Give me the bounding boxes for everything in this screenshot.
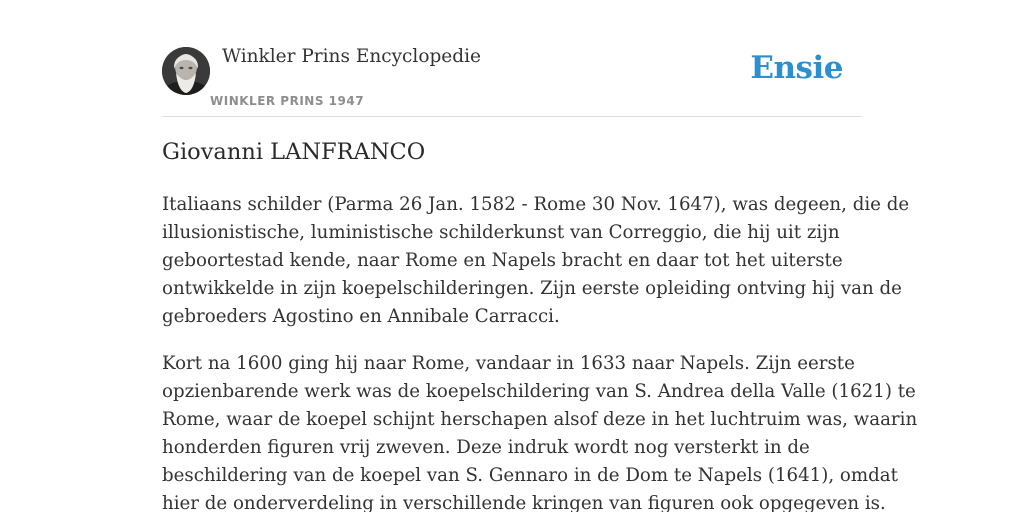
- article-body: [162, 191, 918, 512]
- source-subtitle[interactable]: WINKLER PRINS 1947: [210, 94, 365, 108]
- article-title: Giovanni LANFRANCO: [162, 139, 426, 165]
- article-paragraph: [162, 191, 910, 331]
- paragraph-line: illusionistische, luministische schilderkunst van Correggio, die hij uit zijn: [162, 222, 840, 243]
- source-title[interactable]: Winkler Prins Encyclopedie: [222, 46, 481, 67]
- portrait-icon: [162, 47, 210, 95]
- paragraph-line: Kort na 1600 ging hij naar Rome, vandaar in 1633 naar Napels. Zijn eerste: [162, 353, 855, 374]
- article-paragraph: [162, 350, 918, 512]
- paragraph-line: Rome, waar de koepel schijnt herschapen alsof deze in het luchtruim was, waarin: [162, 409, 918, 430]
- paragraph-line: opzienbarende werk was de koepelschildering van S. Andrea della Valle (1621) te: [162, 381, 916, 402]
- paragraph-line: beschildering van de koepel van S. Gennaro in de Dom te Napels (1641), omdat: [162, 465, 898, 486]
- paragraph-line: gebroeders Agostino en Annibale Carracci.: [162, 306, 560, 327]
- brand-logo[interactable]: Ensie: [750, 50, 843, 86]
- paragraph-line: Italiaans schilder (Parma 26 Jan. 1582 - Rome 30 Nov. 1647), was degeen, die de: [162, 194, 910, 215]
- paragraph-line: ontwikkelde in zijn koepelschilderingen. Zijn eerste opleiding ontving hij van de: [162, 278, 902, 299]
- paragraph-line: geboortestad kende, naar Rome en Napels bracht en daar tot het uiterste: [162, 250, 843, 271]
- paragraph-line: hier de onderverdeling in verschillende kringen van figuren ook opgegeven is.: [162, 493, 886, 512]
- source-avatar[interactable]: [162, 47, 210, 95]
- paragraph-line: honderden figuren vrij zweven. Deze indruk wordt nog versterkt in de: [162, 437, 810, 458]
- source-header: [162, 40, 862, 117]
